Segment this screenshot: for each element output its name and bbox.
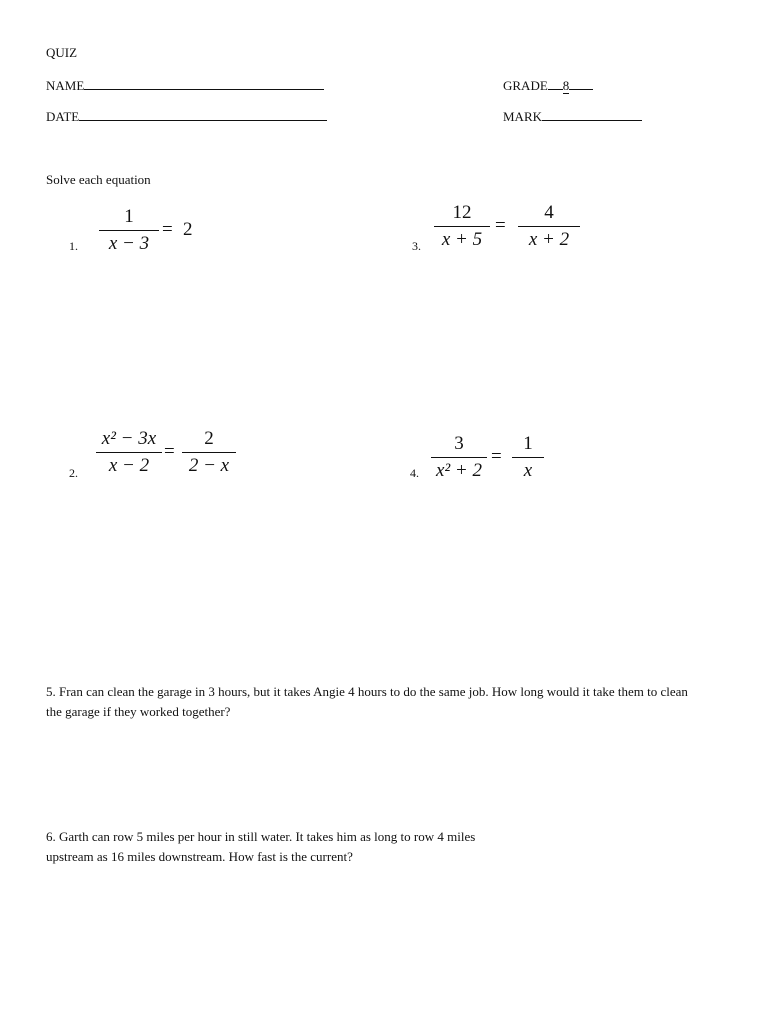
denominator: x — [523, 460, 533, 481]
equals-sign: = — [162, 219, 173, 240]
denominator: x − 3 — [108, 233, 150, 254]
problem-4-number: 4. — [410, 466, 419, 480]
problem-4-rhs-fraction — [512, 433, 544, 482]
mark-blank[interactable] — [542, 108, 642, 121]
word-problem-5: 5. Fran can clean the garage in 3 hours, but it takes Angie 4 hours to do the same job. How long would it take them to clean the garage if they worked together? — [46, 684, 688, 719]
numerator: 1 — [124, 206, 134, 227]
date-blank[interactable] — [79, 108, 327, 121]
problem-3-rhs-fraction — [518, 202, 580, 251]
equals-sign: = — [495, 215, 506, 236]
instructions: Solve each equation — [46, 172, 151, 187]
problem-2-lhs-fraction — [96, 428, 162, 477]
word-problem-6-line-2: upstream as 16 miles downstream. How fast is the current? — [46, 849, 353, 864]
numerator: 3 — [454, 433, 464, 454]
problem-4-lhs-fraction — [431, 433, 487, 482]
word-problem-6-line-1: 6. Garth can row 5 miles per hour in still water. It takes him as long to row 4 miles — [46, 829, 476, 844]
grade-field — [503, 77, 593, 94]
date-field[interactable] — [46, 108, 327, 125]
grade-value: 8 — [562, 78, 570, 93]
equals-sign: = — [491, 446, 502, 467]
equals-sign: = — [164, 441, 175, 462]
problem-1-number: 1. — [69, 239, 78, 253]
word-problem-6 — [46, 827, 726, 867]
denominator: x² + 2 — [436, 460, 482, 481]
problem-2-number: 2. — [69, 466, 78, 480]
name-field[interactable] — [46, 77, 324, 94]
numerator: x² − 3x — [101, 428, 157, 449]
numerator: 1 — [523, 433, 533, 454]
date-label: DATE — [46, 109, 80, 124]
mark-field[interactable] — [503, 108, 642, 125]
grade-label: GRADE — [503, 78, 548, 93]
problem-2-rhs-fraction — [182, 428, 236, 477]
denominator: x + 2 — [528, 229, 570, 250]
quiz-title: QUIZ — [46, 45, 78, 60]
problem-1-rhs: 2 — [183, 219, 193, 240]
numerator: 12 — [452, 202, 472, 223]
denominator: x + 5 — [441, 229, 483, 250]
problem-3-lhs-fraction — [434, 202, 490, 251]
numerator: 2 — [204, 428, 214, 449]
problem-3-number: 3. — [412, 239, 421, 253]
name-blank[interactable] — [84, 77, 324, 90]
problem-1-lhs-fraction — [99, 206, 159, 255]
denominator: x − 2 — [108, 455, 150, 476]
mark-label: MARK — [503, 109, 543, 124]
name-label: NAME — [46, 78, 85, 93]
denominator: 2 − x — [188, 455, 230, 476]
numerator: 4 — [544, 202, 554, 223]
